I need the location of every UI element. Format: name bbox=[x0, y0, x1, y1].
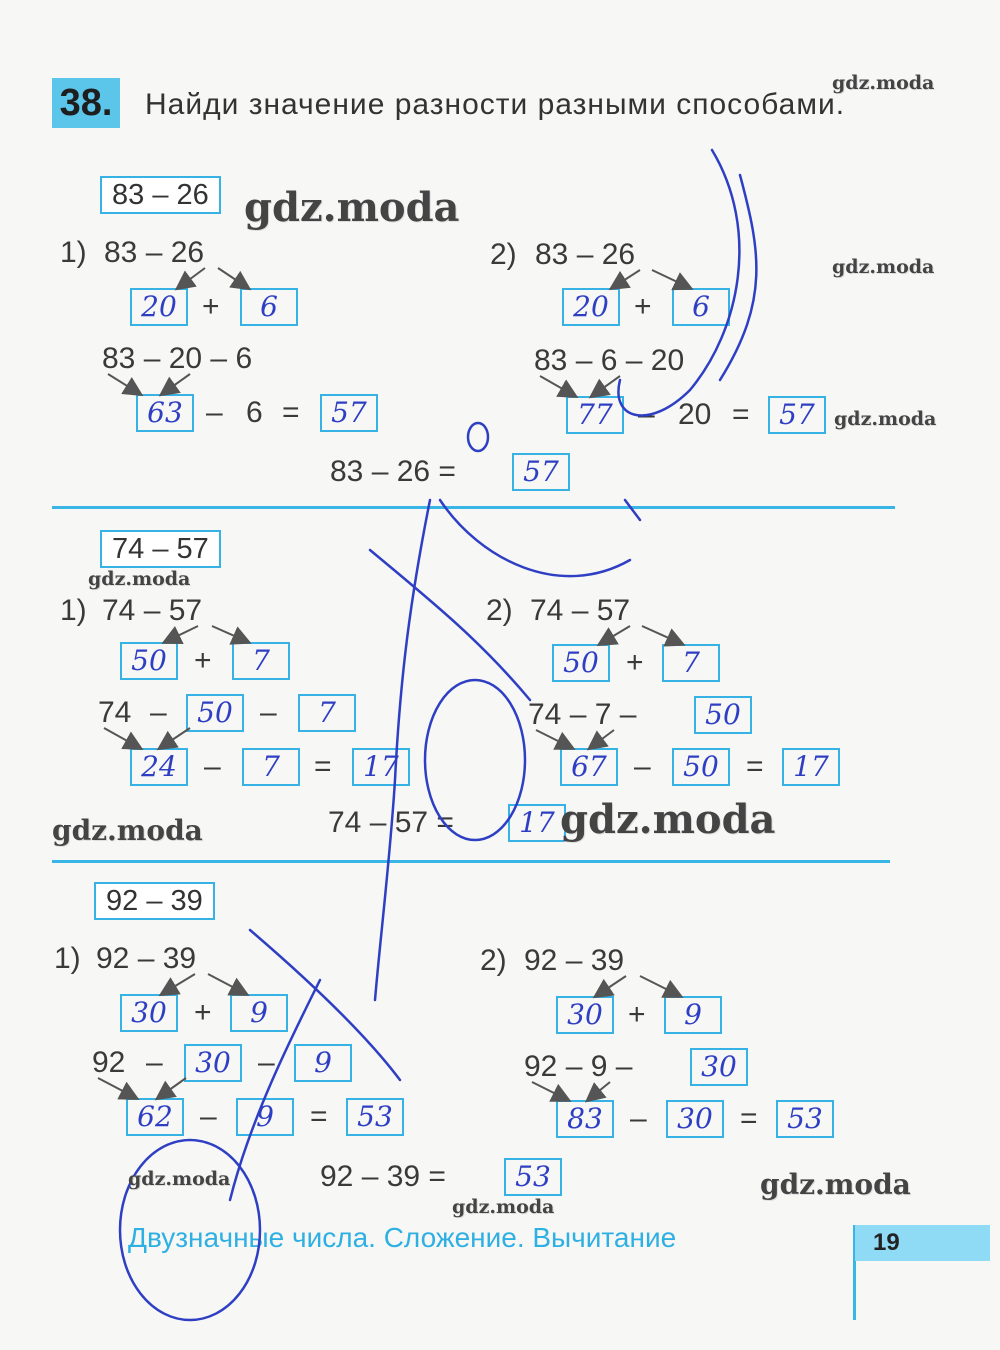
problem-1-box: 83 – 26 bbox=[100, 176, 221, 214]
pen-scribble bbox=[120, 150, 756, 1320]
equals-sign: = bbox=[740, 1102, 758, 1135]
p1-m1-result[interactable]: 57 bbox=[320, 394, 378, 432]
minus-sign: – bbox=[638, 398, 655, 431]
p2-m2-intermediate[interactable]: 67 bbox=[560, 748, 618, 786]
minus-sign: – bbox=[200, 1100, 217, 1133]
p3-m2-split-tens[interactable]: 30 bbox=[556, 996, 614, 1034]
p1-m1-expression: 83 – 26 bbox=[104, 236, 205, 269]
p2-m2-subtrahend[interactable]: 50 bbox=[672, 748, 730, 786]
p1-final-answer[interactable]: 57 bbox=[512, 453, 570, 491]
minus-sign: – bbox=[630, 1102, 647, 1135]
p2-m2-split-tens[interactable]: 50 bbox=[552, 644, 610, 682]
p2-m1-subtrahend[interactable]: 7 bbox=[242, 748, 300, 786]
p2-m2-chain: 74 – 7 – bbox=[528, 698, 637, 731]
plus-sign: + bbox=[202, 290, 220, 323]
p1-m2-result[interactable]: 57 bbox=[768, 396, 826, 434]
p2-m1-split-ones[interactable]: 7 bbox=[232, 642, 290, 680]
watermark: gdz.moda bbox=[244, 184, 460, 231]
plus-sign: + bbox=[194, 644, 212, 677]
watermark: gdz.moda bbox=[832, 72, 935, 94]
p2-m2-result[interactable]: 17 bbox=[782, 748, 840, 786]
p3-m1-chain-start: 92 bbox=[92, 1046, 126, 1079]
watermark: gdz.moda bbox=[452, 1196, 555, 1218]
plus-sign: + bbox=[634, 290, 652, 323]
p3-m1-expression: 92 – 39 bbox=[96, 942, 197, 975]
p3-m2-chain-tens[interactable]: 30 bbox=[690, 1048, 748, 1086]
p1-m1-chain: 83 – 20 – 6 bbox=[102, 342, 253, 375]
watermark: gdz.moda bbox=[834, 408, 937, 430]
minus-sign: – bbox=[634, 750, 651, 783]
equals-sign: = bbox=[310, 1100, 328, 1133]
p3-m1-subtrahend[interactable]: 9 bbox=[236, 1098, 294, 1136]
minus-sign: – bbox=[204, 750, 221, 783]
chapter-footer: Двузначные числа. Сложение. Вычитание bbox=[128, 1222, 677, 1253]
method-1-label: 1) bbox=[54, 942, 81, 975]
p1-m1-intermediate[interactable]: 63 bbox=[136, 394, 194, 432]
p1-m2-split-ones[interactable]: 6 bbox=[672, 288, 730, 326]
p2-m2-chain-tens[interactable]: 50 bbox=[694, 696, 752, 734]
equals-sign: = bbox=[314, 750, 332, 783]
method-1-label: 1) bbox=[60, 236, 87, 269]
p1-m1-split-tens[interactable]: 20 bbox=[130, 288, 188, 326]
page-number: 19 bbox=[855, 1225, 990, 1261]
p2-m2-split-ones[interactable]: 7 bbox=[662, 644, 720, 682]
method-2-label: 2) bbox=[480, 944, 507, 977]
p1-m1-split-ones[interactable]: 6 bbox=[240, 288, 298, 326]
p3-m1-chain-tens[interactable]: 30 bbox=[184, 1044, 242, 1082]
watermark: gdz.moda bbox=[832, 256, 935, 278]
p1-final-expression: 83 – 26 = bbox=[330, 455, 456, 488]
p3-m1-split-ones[interactable]: 9 bbox=[230, 994, 288, 1032]
p3-final-expression: 92 – 39 = bbox=[320, 1160, 446, 1193]
equals-sign: = bbox=[732, 398, 750, 431]
decomposition-arrows bbox=[98, 268, 690, 1100]
p3-m2-intermediate[interactable]: 83 bbox=[556, 1100, 614, 1138]
minus-sign: – bbox=[146, 1046, 163, 1079]
p1-m2-subtrahend: 20 bbox=[678, 398, 712, 431]
method-1-label: 1) bbox=[60, 594, 87, 627]
equals-sign: = bbox=[282, 396, 300, 429]
p2-m1-expression: 74 – 57 bbox=[102, 594, 203, 627]
p2-m1-chain-start: 74 bbox=[98, 696, 132, 729]
equals-sign: = bbox=[746, 750, 764, 783]
plus-sign: + bbox=[628, 998, 646, 1031]
minus-sign: – bbox=[258, 1046, 275, 1079]
plus-sign: + bbox=[194, 996, 212, 1029]
minus-sign: – bbox=[206, 396, 223, 429]
p3-m2-expression: 92 – 39 bbox=[524, 944, 625, 977]
p3-m1-intermediate[interactable]: 62 bbox=[126, 1098, 184, 1136]
method-2-label: 2) bbox=[490, 238, 517, 271]
p3-m2-chain: 92 – 9 – bbox=[524, 1050, 633, 1083]
p2-m1-chain-tens[interactable]: 50 bbox=[186, 694, 244, 732]
p2-m1-result[interactable]: 17 bbox=[352, 748, 410, 786]
plus-sign: + bbox=[626, 646, 644, 679]
method-2-label: 2) bbox=[486, 594, 513, 627]
p3-m1-split-tens[interactable]: 30 bbox=[120, 994, 178, 1032]
p2-final-expression: 74 – 57 = bbox=[328, 806, 454, 839]
exercise-number: 38. bbox=[52, 78, 120, 128]
p3-m2-split-ones[interactable]: 9 bbox=[664, 996, 722, 1034]
p1-m2-expression: 83 – 26 bbox=[535, 238, 636, 271]
watermark: gdz.moda bbox=[760, 1168, 911, 1201]
p2-final-answer[interactable]: 17 bbox=[508, 804, 566, 842]
p3-m2-subtrahend[interactable]: 30 bbox=[666, 1100, 724, 1138]
watermark: gdz.moda bbox=[128, 1168, 231, 1190]
watermark: gdz.moda bbox=[560, 796, 776, 843]
p2-m2-expression: 74 – 57 bbox=[530, 594, 631, 627]
problem-2-box: 74 – 57 bbox=[100, 530, 221, 568]
watermark: gdz.moda bbox=[52, 814, 203, 847]
p3-final-answer[interactable]: 53 bbox=[504, 1158, 562, 1196]
p1-m1-subtrahend: 6 bbox=[246, 396, 263, 429]
problem-3-box: 92 – 39 bbox=[94, 882, 215, 920]
p2-m1-chain-ones[interactable]: 7 bbox=[298, 694, 356, 732]
p3-m2-result[interactable]: 53 bbox=[776, 1100, 834, 1138]
p1-m2-intermediate[interactable]: 77 bbox=[566, 396, 624, 434]
p3-m1-chain-ones[interactable]: 9 bbox=[294, 1044, 352, 1082]
task-text: Найди значение разности разными способами. bbox=[145, 88, 846, 121]
watermark: gdz.moda bbox=[88, 568, 191, 590]
p2-m1-split-tens[interactable]: 50 bbox=[120, 642, 178, 680]
p1-m2-split-tens[interactable]: 20 bbox=[562, 288, 620, 326]
minus-sign: – bbox=[150, 696, 167, 729]
p3-m1-result[interactable]: 53 bbox=[346, 1098, 404, 1136]
p1-m2-chain: 83 – 6 – 20 bbox=[534, 344, 685, 377]
minus-sign: – bbox=[260, 696, 277, 729]
p2-m1-intermediate[interactable]: 24 bbox=[130, 748, 188, 786]
